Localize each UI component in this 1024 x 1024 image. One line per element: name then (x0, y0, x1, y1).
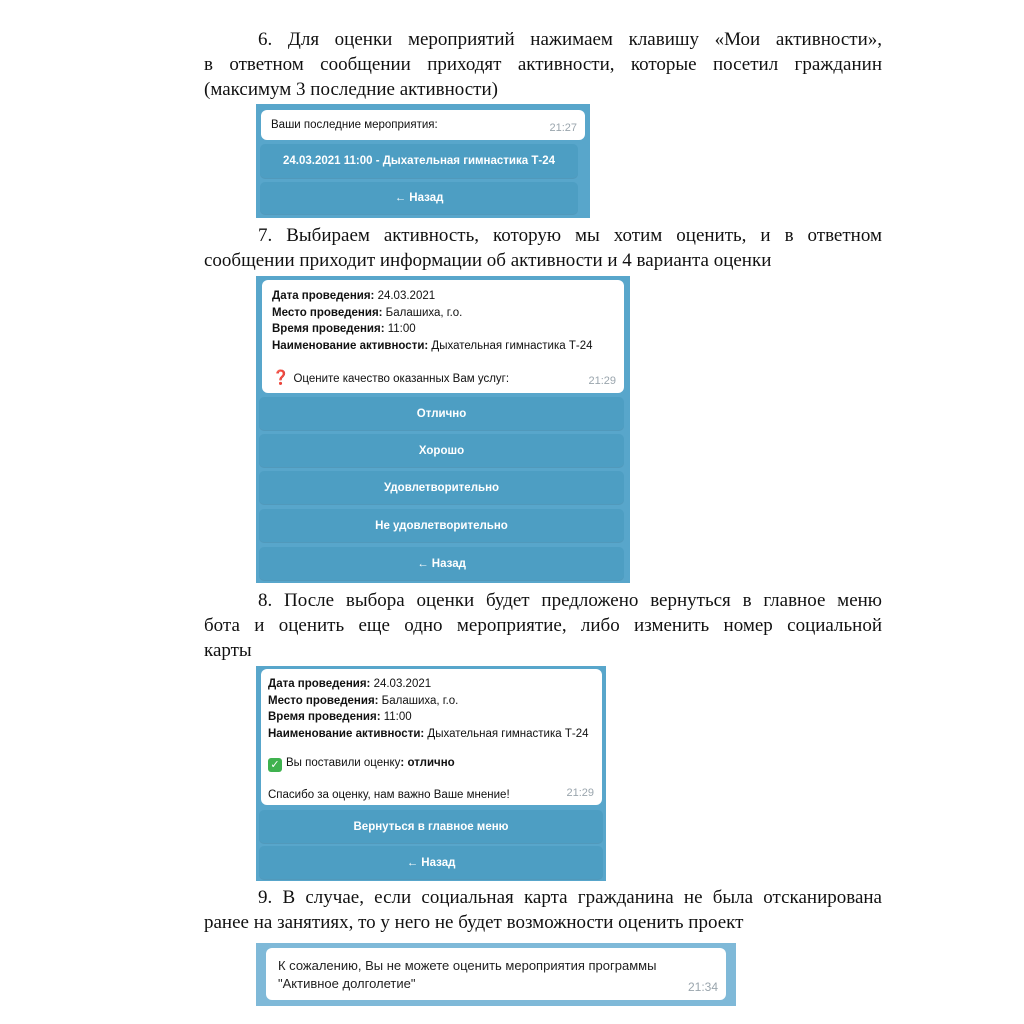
info-row-time (272, 321, 614, 338)
rated-value: отлично (404, 757, 455, 769)
text-line: (максимум 3 последние активности) (204, 79, 498, 100)
info-value: Дыхательная гимнастика Т-24 (424, 727, 589, 740)
message-line: К сожалению, Вы не можете оценить мероприятия программы (278, 958, 657, 973)
info-value: Дыхательная гимнастика Т-24 (428, 339, 593, 352)
info-row-time (268, 709, 595, 726)
message-time: 21:34 (687, 980, 718, 994)
message-time: 21:29 (566, 786, 594, 799)
message-bubble (266, 948, 726, 1000)
info-row-place (268, 693, 595, 710)
info-value: 11:00 (384, 323, 416, 335)
info-label: Место проведения: (268, 694, 379, 707)
paragraph-step-6 (204, 27, 882, 102)
message-text: Ваши последние мероприятия: (271, 119, 438, 131)
rating-unsatisfactory-button[interactable]: Не удовлетворительно (259, 509, 624, 542)
info-row-date (268, 676, 595, 693)
chat-screenshot-rating-confirmation (256, 666, 606, 881)
back-button[interactable]: ← Назад (259, 547, 624, 580)
message-time: 21:27 (549, 121, 577, 134)
chat-screenshot-my-activities (256, 104, 590, 218)
rated-text: Вы поставили оценку (286, 757, 401, 769)
info-row-place (272, 305, 614, 322)
rating-excellent-button[interactable]: Отлично (259, 397, 624, 430)
text-line: 6. Для оценки мероприятий нажимаем клавишу «Мои активности», (258, 29, 882, 50)
info-value: Балашиха, г.о. (382, 306, 463, 319)
text-line: в ответном сообщении приходят активности, которые посетил гражданин (204, 54, 882, 75)
rated-row (268, 755, 595, 772)
text-line: ранее на занятиях, то у него не будет возможности оценить проект (204, 912, 744, 933)
paragraph-step-9 (204, 885, 882, 935)
message-bubble (262, 280, 624, 393)
activity-button[interactable]: 24.03.2021 11:00 - Дыхательная гимнастика Т-24 (260, 144, 578, 178)
text-line: карты (204, 640, 252, 661)
back-button[interactable]: ← Назад (259, 846, 603, 879)
back-button[interactable]: ← Назад (260, 182, 578, 214)
info-label: Время проведения: (272, 323, 385, 335)
message-bubble (261, 669, 602, 805)
text-line: бота и оценить еще одно мероприятие, либо изменить номер социальной (204, 615, 882, 636)
rating-good-button[interactable]: Хорошо (259, 434, 624, 467)
message-bubble (261, 110, 585, 140)
text-line: 9. В случае, если социальная карта гражданина не была отсканирована (258, 887, 882, 908)
info-value: 24.03.2021 (370, 678, 432, 690)
main-menu-button[interactable]: Вернуться в главное меню (259, 810, 603, 843)
info-label: Время проведения: (268, 711, 381, 723)
message-time: 21:29 (588, 374, 616, 387)
text-line: 7. Выбираем активность, которую мы хотим оценить, и в ответном (258, 225, 882, 246)
message-line: "Активное долголетие" (278, 976, 416, 991)
text-line: 8. После выбора оценки будет предложено вернуться в главное меню (258, 590, 882, 611)
chat-screenshot-rating-options (256, 276, 630, 583)
info-value: Балашиха, г.о. (378, 694, 459, 707)
info-label: Наименование активности: (272, 339, 429, 352)
info-value: 11:00 (380, 711, 412, 723)
thanks-text: Спасибо за оценку, нам важно Ваше мнение! (268, 789, 510, 801)
rating-satisfactory-button[interactable]: Удовлетворительно (259, 471, 624, 504)
info-value: 24.03.2021 (374, 290, 436, 302)
question-text: Оцените качество оказанных Вам услуг: (293, 373, 510, 385)
info-label: Место проведения: (272, 306, 383, 319)
paragraph-step-8 (204, 588, 882, 663)
check-mark-icon: ✓ (268, 758, 282, 772)
info-row-date (272, 288, 614, 305)
question-mark-icon: ❓ (272, 369, 290, 385)
info-label: Дата проведения: (268, 678, 371, 690)
text-line: сообщении приходит информации об активности и 4 варианта оценки (204, 250, 772, 271)
chat-screenshot-cannot-rate (256, 943, 736, 1006)
info-label: Дата проведения: (272, 290, 375, 302)
question-row (272, 369, 614, 388)
rated-colon: : (400, 757, 405, 769)
info-label: Наименование активности: (268, 727, 425, 740)
info-row-activity (268, 726, 595, 743)
paragraph-step-7 (204, 223, 882, 273)
info-row-activity (272, 338, 614, 355)
